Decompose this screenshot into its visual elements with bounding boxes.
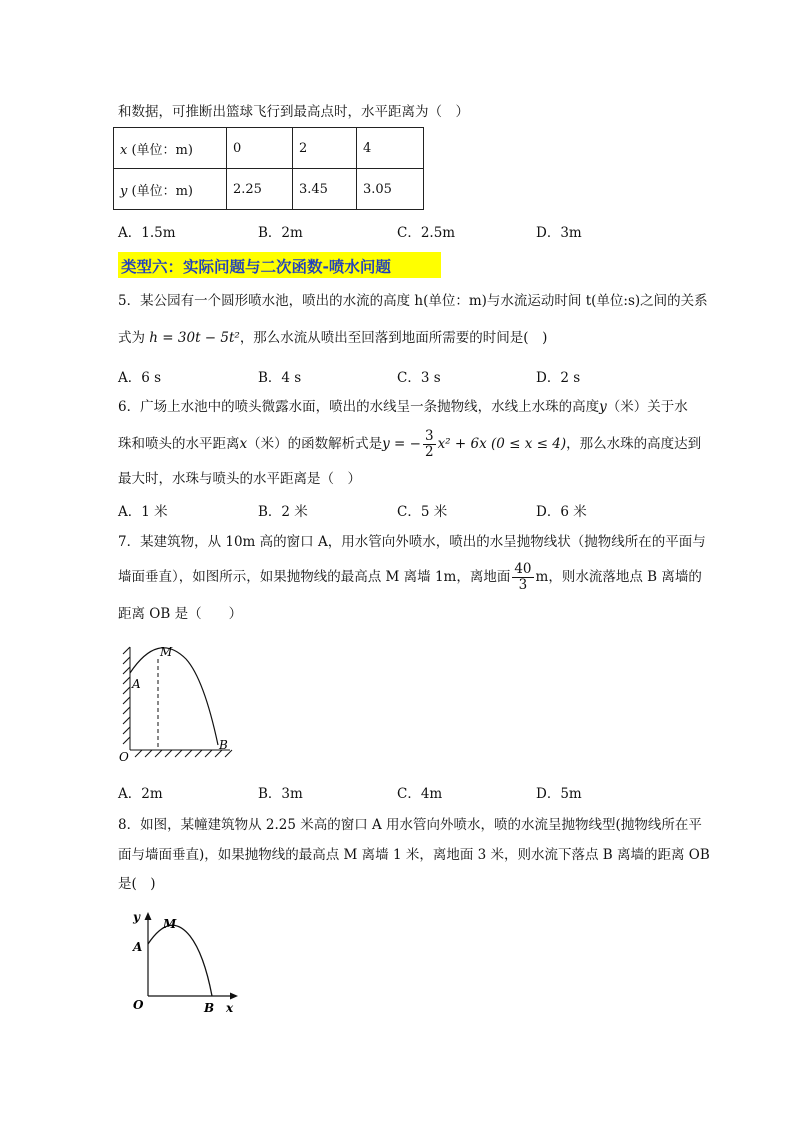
q4-intro: 和数据，可推断出篮球飞行到最高点时，水平距离为（ ） <box>118 104 469 120</box>
q5-line-2: 式为 h = 30t − 5t²，那么水流从喷出至回落到地面所需要的时间是( ) <box>118 330 548 346</box>
option-a[interactable]: A．1.5m <box>118 225 176 241</box>
option-d[interactable]: D．5m <box>536 786 582 802</box>
q8-figure <box>128 906 248 1018</box>
option-a[interactable]: A．1 米 <box>118 504 168 520</box>
option-b[interactable]: B．3m <box>258 786 303 802</box>
parabola <box>148 925 212 996</box>
ground-hatching <box>130 750 232 757</box>
table-header-cell: y (单位：m) <box>114 169 227 210</box>
option-b[interactable]: B．2 米 <box>258 504 308 520</box>
q7-line-2: 墙面垂直），如图所示，如果抛物线的最高点 M 离墙 1m，离地面 $\frac{40}{3}$ m，则水流落地点 B 离墙的 <box>118 561 702 593</box>
table-cell: 3.05 <box>357 169 424 210</box>
fraction: $\frac{40}{3}$ <box>514 561 532 593</box>
option-a[interactable]: A．6 s <box>118 370 162 386</box>
label-m: M <box>160 645 173 659</box>
label-b: B <box>219 738 228 752</box>
q5-line-1: 5．某公园有一个圆形喷水池，喷出的水流的高度 h(单位：m)与水流运动时间 t(单位:s)之间的关系 <box>118 293 708 309</box>
table-header-cell: x (单位：m) <box>114 128 227 169</box>
label-m: M <box>163 917 177 931</box>
option-c[interactable]: C．4m <box>397 786 443 802</box>
fraction: $\frac{3}{2}$ <box>424 428 434 460</box>
table-row <box>114 128 424 169</box>
data-table <box>113 127 424 210</box>
table-row <box>114 169 424 210</box>
table-cell: 4 <box>357 128 424 169</box>
label-o: O <box>133 998 144 1012</box>
q8-line-3: 是( ) <box>118 876 156 892</box>
table-cell: 3.45 <box>293 169 357 210</box>
section-heading: 类型六：实际问题与二次函数-喷水问题 <box>118 252 441 278</box>
label-o: O <box>119 750 129 764</box>
table-cell: 0 <box>227 128 293 169</box>
y-axis-arrow-icon <box>145 912 152 920</box>
x-axis-arrow-icon <box>230 993 238 1000</box>
option-b[interactable]: B．4 s <box>258 370 302 386</box>
q8-line-2: 面与墙面垂直)，如果抛物线的最高点 M 离墙 1 米，离地面 3 米，则水流下落点 B 离墙的距离 OB <box>118 847 710 863</box>
q6-line-1: 6．广场上水池中的喷头微露水面，喷出的水线呈一条抛物线，水线上水珠的高度y（米）关于水 <box>118 399 688 415</box>
table-cell: 2.25 <box>227 169 293 210</box>
option-a[interactable]: A．2m <box>118 786 163 802</box>
option-d[interactable]: D．3m <box>536 225 582 241</box>
option-d[interactable]: D．2 s <box>536 370 581 386</box>
q6-line-2: 珠和喷头的水平距离x（米）的函数解析式是y = − $\frac{3}{2}$ x² + 6x (0 ≤ x ≤ 4)，那么水珠的高度达到 <box>118 428 702 460</box>
wall-hatching <box>123 647 130 750</box>
label-a: A <box>133 940 143 954</box>
option-b[interactable]: B．2m <box>258 225 303 241</box>
label-y: y <box>133 910 140 924</box>
q6-line-3: 最大时，水珠与喷头的水平距离是（ ） <box>118 471 361 487</box>
label-x: x <box>226 1001 234 1015</box>
q7-figure <box>118 637 243 765</box>
option-c[interactable]: C．3 s <box>397 370 441 386</box>
q7-line-3: 距离 OB 是（ ） <box>118 606 243 622</box>
label-b: B <box>204 1001 215 1015</box>
parabola <box>130 648 218 745</box>
q5-formula: h = 30t − 5t² <box>149 330 240 346</box>
option-c[interactable]: C．2.5m <box>397 225 456 241</box>
table-cell: 2 <box>293 128 357 169</box>
option-d[interactable]: D．6 米 <box>536 504 587 520</box>
q8-line-1: 8．如图，某幢建筑物从 2.25 米高的窗口 A 用水管向外喷水，喷的水流呈抛物线型(抛物线所在平 <box>118 817 702 833</box>
label-a: A <box>132 677 141 691</box>
option-c[interactable]: C．5 米 <box>397 504 448 520</box>
q6-formula: y = − $\frac{3}{2}$ x² + 6x (0 ≤ x ≤ 4) <box>382 428 567 460</box>
q7-line-1: 7．某建筑物，从 10m 高的窗口 A，用水管向外喷水，喷出的水呈抛物线状（抛物线所在的平面与 <box>118 534 706 550</box>
